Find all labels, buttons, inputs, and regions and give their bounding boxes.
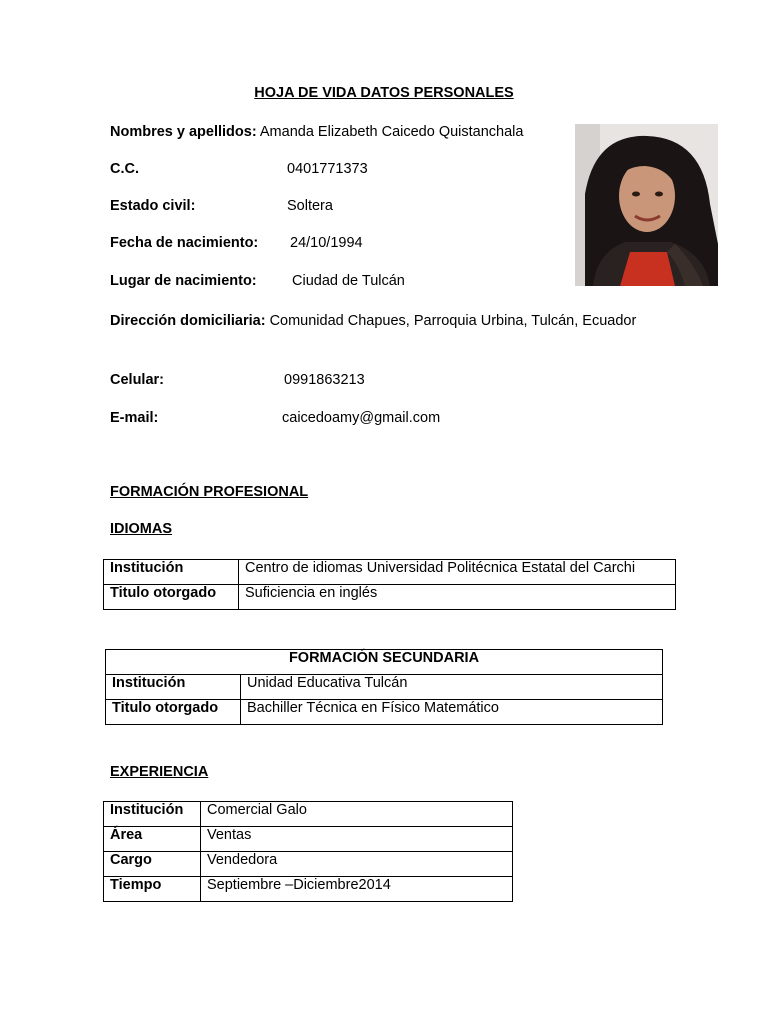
table-row [104,827,513,852]
address-field [110,309,658,334]
name-field [110,124,523,140]
birthplace-label: Lugar de nacimiento: [110,273,257,289]
table-cell-value: Unidad Educativa Tulcán [241,675,663,700]
table-row [104,802,513,827]
profile-photo-image [575,124,718,286]
table-cell-label: Institución [104,560,239,585]
table-row [106,675,663,700]
table-cell-value: Suficiencia en inglés [239,585,676,610]
phone-label: Celular: [110,372,164,388]
table-cell-value: Centro de idiomas Universidad Politécnica Estatal del Carchi [239,560,676,585]
profile-photo [575,124,718,286]
civil-label: Estado civil: [110,198,196,214]
table-row [104,585,676,610]
name-value: Amanda Elizabeth Caicedo Quistanchala [259,124,524,140]
table-cell-value: Ventas [201,827,513,852]
table-cell-label: Titulo otorgado [106,700,241,725]
table-header: FORMACIÓN SECUNDARIA [106,650,663,675]
document-title: HOJA DE VIDA DATOS PERSONALES [254,85,514,101]
birthdate-label: Fecha de nacimiento: [110,235,259,251]
table-cell-label: Titulo otorgado [104,585,239,610]
phone-value: 0991863213 [284,372,365,388]
civil-value: Soltera [287,198,333,214]
cc-label: C.C. [110,161,139,177]
experience-table [103,801,513,902]
cc-value: 0401771373 [287,161,368,177]
languages-table [103,559,676,610]
table-row [104,560,676,585]
address-value: Comunidad Chapues, Parroquia Urbina, Tulcán, Ecuador [269,313,637,329]
table-row [104,852,513,877]
birthplace-value: Ciudad de Tulcán [292,273,405,289]
section-professional: FORMACIÓN PROFESIONAL [110,484,309,500]
name-label: Nombres y apellidos: [110,124,257,140]
secondary-table [105,649,663,725]
table-cell-label: Área [104,827,201,852]
table-header-row [106,650,663,675]
table-cell-value: Septiembre –Diciembre2014 [201,877,513,902]
table-cell-label: Institución [106,675,241,700]
table-row [104,877,513,902]
address-label: Dirección domiciliaria: [110,313,266,329]
section-languages: IDIOMAS [110,521,173,537]
table-cell-label: Institución [104,802,201,827]
birthdate-value: 24/10/1994 [290,235,363,251]
table-cell-value: Vendedora [201,852,513,877]
table-cell-label: Tiempo [104,877,201,902]
table-cell-value: Comercial Galo [201,802,513,827]
table-cell-value: Bachiller Técnica en Físico Matemático [241,700,663,725]
email-value: caicedoamy@gmail.com [282,410,441,426]
table-cell-label: Cargo [104,852,201,877]
table-row [106,700,663,725]
email-label: E-mail: [110,410,159,426]
section-experience: EXPERIENCIA [110,764,209,780]
